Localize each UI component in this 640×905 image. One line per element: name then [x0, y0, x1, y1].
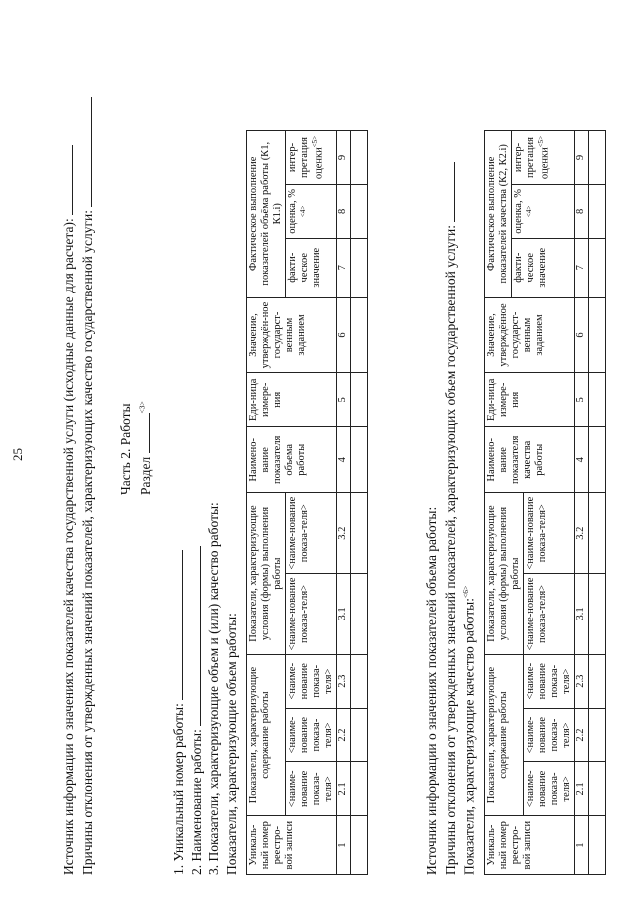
section-line: Раздел $^{<3>}$: [137, 401, 153, 495]
column-number: 2.2: [337, 708, 350, 762]
header-quality-indicator-name: Наимено-вание показателя качества работы: [485, 427, 575, 493]
column-number: 2.2: [575, 708, 588, 762]
work-name-fill-line: [188, 546, 201, 726]
column-number: 2.3: [575, 654, 588, 708]
column-number: 3.2: [575, 493, 588, 574]
table-cell: [350, 427, 367, 493]
header-score: оценка, %$^{<4>}$: [286, 185, 337, 239]
header-sub-name: <наиме-нование показа-теля>: [524, 574, 575, 655]
header-interpretation: интер-претация оценки$^{<5>}$: [286, 131, 337, 185]
page-number: 25: [10, 448, 25, 461]
header-sub-name: <наиме-нование показа-теля>: [524, 708, 575, 762]
volume-heading: Показатели, характеризующие объем работы:: [224, 613, 239, 875]
column-number: 8: [337, 185, 350, 239]
column-number: 2.3: [337, 654, 350, 708]
header-sub-name: <наиме-нование показа-теля>: [286, 493, 337, 574]
source-info-quality: Источник информации о значениях показателей качества государственной услуги (исходные данные для расчета):: [60, 145, 77, 875]
header-sub-name: <наиме-нование показа-теля>: [286, 762, 337, 816]
header-actual-volume: Фактическое выполнение показателей объёма работы (К1, К1.i): [247, 131, 286, 298]
table-cell: [350, 762, 367, 816]
header-unit: Еди-ница измере-ния: [485, 373, 575, 427]
column-number: 2.1: [337, 762, 350, 816]
header-sub-name: <наиме-нование показа-теля>: [286, 574, 337, 655]
table-cell: [588, 131, 605, 185]
column-number: 3.1: [575, 574, 588, 655]
column-number: 1: [575, 816, 588, 875]
table-cell: [588, 297, 605, 373]
table-cell: [350, 816, 367, 875]
header-content-indicators: Показатели, характеризующие содержание работы: [247, 654, 286, 815]
header-approved-value: Значение, утверждён-ное государст-венным заданием: [247, 297, 337, 373]
header-condition-indicators: Показатели, характеризующие условия (формы) выполнения работы: [485, 493, 524, 655]
header-registry-number: Уникаль-ный номер реестро-вой записи: [485, 816, 575, 875]
column-number: 4: [575, 427, 588, 493]
column-number: 7: [575, 238, 588, 297]
header-score: оценка, %$^{<4>}$: [512, 185, 575, 239]
section-fill-line: [137, 413, 150, 453]
table-cell: [588, 427, 605, 493]
header-sub-name: <наиме-нование показа-теля>: [524, 654, 575, 708]
table-cell: [350, 574, 367, 655]
header-sub-name: <наиме-нование показа-теля>: [524, 762, 575, 816]
table-cell: [350, 185, 367, 239]
header-volume-indicator-name: Наимено-вание показателя объема работы: [247, 427, 337, 493]
header-registry-number: Уникаль-ный номер реестро-вой записи: [247, 816, 337, 875]
table-cell: [350, 297, 367, 373]
reasons-volume-fill-line: [442, 162, 455, 222]
item-unique-number: 1. Уникальный номер работы:: [170, 550, 187, 875]
table-cell: [350, 238, 367, 297]
unique-number-fill-line: [170, 550, 183, 700]
column-number: 4: [337, 427, 350, 493]
quality-heading: Показатели, характеризующие качество работы:$^{<6>}$: [461, 585, 477, 875]
header-interpretation: интер-претация оценки$^{<5>}$: [512, 131, 575, 185]
table-cell: [350, 373, 367, 427]
table-cell: [588, 185, 605, 239]
header-condition-indicators: Показатели, характеризующие условия (формы) выполнения работы: [247, 493, 286, 655]
column-number: 9: [575, 131, 588, 185]
table-cell: [350, 708, 367, 762]
column-number: 2.1: [575, 762, 588, 816]
item-indicators: 3. Показатели, характеризующие объем и (или) качество работы:: [206, 502, 221, 875]
source-info-volume: Источник информации о значениях показателей объема работы:: [424, 506, 439, 875]
table-cell: [350, 131, 367, 185]
column-number: 9: [337, 131, 350, 185]
reasons-quality: Причины отклонения от утвержденных значений показателей, характеризующих качество государственной услуги:: [79, 97, 96, 875]
header-content-indicators: Показатели, характеризующие содержание работы: [485, 654, 524, 815]
column-number: 7: [337, 238, 350, 297]
source-info-fill-line: [60, 145, 73, 215]
table-cell: [588, 762, 605, 816]
table-cell: [588, 816, 605, 875]
table-cell: [588, 493, 605, 574]
table-cell: [588, 708, 605, 762]
table-cell: [588, 574, 605, 655]
column-number: 1: [337, 816, 350, 875]
reasons-volume: Причины отклонения от утвержденных значений показателей, характеризующих объем государственной услуги:: [442, 162, 459, 875]
header-actual-value: факти-ческое значение: [286, 238, 337, 297]
header-sub-name: <наиме-нование показа-теля>: [286, 654, 337, 708]
table-cell: [588, 238, 605, 297]
column-number: 5: [337, 373, 350, 427]
header-sub-name: <наиме-нование показа-теля>: [524, 493, 575, 574]
column-number: 5: [575, 373, 588, 427]
item-work-name: 2. Наименование работы:: [188, 546, 205, 875]
table-cell: [588, 373, 605, 427]
table-cell: [350, 493, 367, 574]
header-unit: Еди-ница измере-ния: [247, 373, 337, 427]
table-cell: [588, 654, 605, 708]
header-sub-name: <наиме-нование показа-теля>: [286, 708, 337, 762]
quality-indicators-table: [484, 130, 606, 875]
column-number: 3.1: [337, 574, 350, 655]
column-number: 6: [337, 297, 350, 373]
header-approved-value: Значение, утверждённое государст-венным заданием: [485, 297, 575, 373]
part-title: Часть 2. Работы: [118, 403, 133, 495]
header-actual-quality: Фактическое выполнение показателей качества (К2, К2.i): [485, 131, 512, 298]
column-number: 6: [575, 297, 588, 373]
column-number: 3.2: [337, 493, 350, 574]
table-cell: [350, 654, 367, 708]
reasons-fill-line: [79, 97, 92, 207]
volume-indicators-table: [246, 130, 368, 875]
header-actual-value: факти-ческое значение: [512, 238, 575, 297]
column-number: 8: [575, 185, 588, 239]
